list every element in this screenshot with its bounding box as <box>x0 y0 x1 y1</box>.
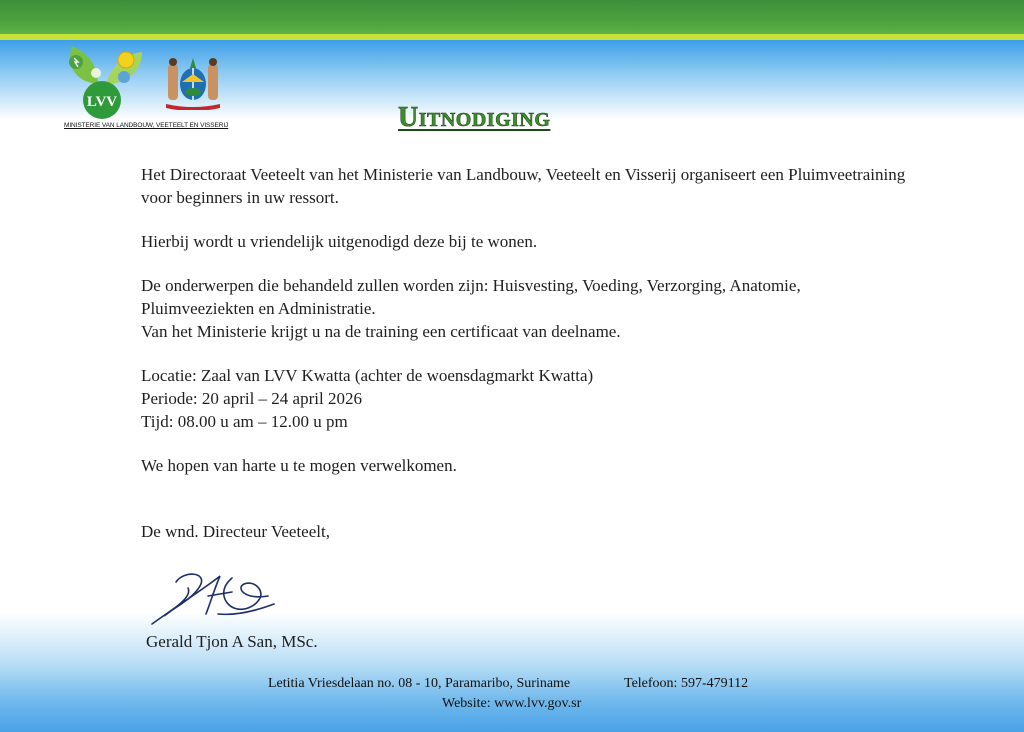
letter-paragraph-topics: De onderwerpen die behandeld zullen worden zijn: Huisvesting, Voeding, Verzorging, Anatomie, Pluimveeziekten en Administratie. <box>141 276 801 318</box>
letter-period: Periode: 20 april – 24 april 2026 <box>141 389 362 408</box>
letter-body <box>141 163 911 543</box>
signer-name: Gerald Tjon A San, MSc. <box>146 632 318 651</box>
footer-phone: Telefoon: 597-479112 <box>624 676 749 691</box>
letter-closing: We hopen van harte u te mogen verwelkomen. <box>141 456 457 475</box>
coat-of-arms-emblem <box>160 54 226 110</box>
letter-sign-title: De wnd. Directeur Veeteelt, <box>141 522 330 541</box>
top-green-band <box>0 0 1024 34</box>
page-title: Uitnodiging <box>398 102 551 133</box>
footer-website: Website: www.lvv.gov.sr <box>442 696 582 711</box>
lvv-logo <box>64 44 146 120</box>
letter-time: Tijd: 08.00 u am – 12.00 u pm <box>141 412 348 431</box>
ministry-caption: MINISTERIE VAN LANDBOUW, VEETEELT EN VISSERIJ <box>64 122 229 129</box>
handwritten-signature <box>148 566 280 634</box>
letter-paragraph-intro: Het Directoraat Veeteelt van het Ministerie van Landbouw, Veeteelt en Visserij organiseert een Pluimveetraining voor beginners in uw ressort. <box>141 165 906 207</box>
footer-address: Letitia Vriesdelaan no. 08 - 10, Paramaribo, Suriname <box>268 676 571 691</box>
letter-location: Locatie: Zaal van LVV Kwatta (achter de woensdagmarkt Kwatta) <box>141 366 594 385</box>
letter-paragraph-certificate: Van het Ministerie krijgt u na de training een certificaat van deelname. <box>141 322 621 341</box>
lvv-logo-text: LVV <box>86 94 118 110</box>
letter-paragraph-invitation: Hierbij wordt u vriendelijk uitgenodigd deze bij te wonen. <box>141 232 538 251</box>
